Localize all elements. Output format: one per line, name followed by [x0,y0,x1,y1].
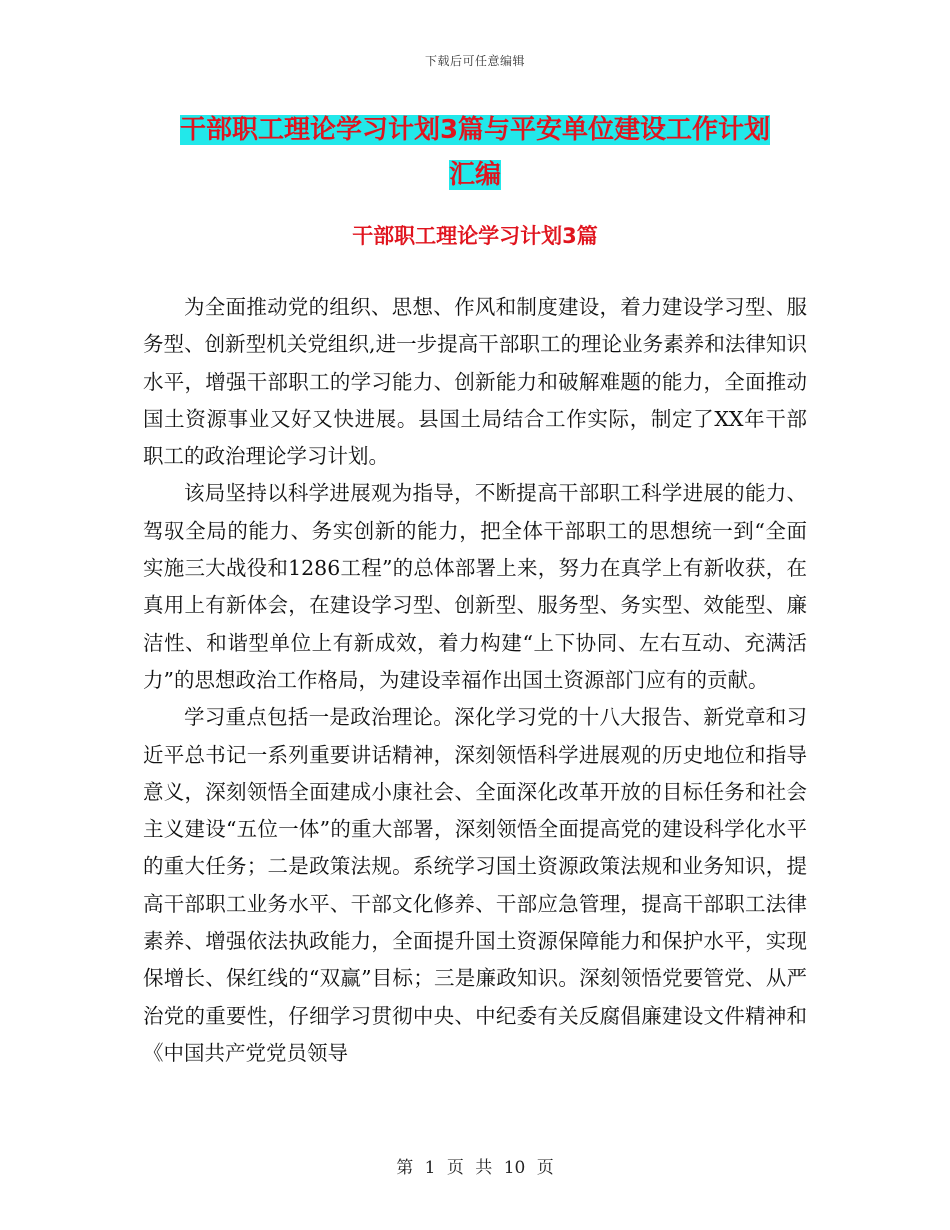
page-header-note: 下载后可任意编辑 [424,54,525,68]
body-paragraph-3: 学习重点包括一是政治理论。深化学习党的十八大报告、新党章和习近平总书记一系列重要讲话精神，深刻领悟科学进展观的历史地位和指导意义，深刻领悟全面建成小康社会、全面深化改革开放的目标任务和社会主义建设“五位一体”的重大部署，深刻领悟全面提高党的建设科学化水平的重大任务；二是政策法规。系统学习国土资源政策法规和业务知识，提高干部职工业务水平、干部文化修养、干部应急管理，提高干部职工法律素养、增强依法执政能力，全面提升国土资源保障能力和保护水平，实现保增长、保红线的“双赢”目标；三是廉政知识。深刻领悟党要管党、从严治党的重要性，仔细学习贯彻中央、中纪委有关反腐倡廉建设文件精神和《中国共产党党员领导 [143,705,807,1065]
document-title [140,108,810,198]
document-title-line-1: 干部职工理论学习计划3篇与平安单位建设工作计划 [179,115,771,145]
document-body [143,289,807,1072]
body-paragraph-2: 该局坚持以科学进展观为指导，不断提高干部职工科学进展的能力、驾驭全局的能力、务实创新的能力，把全体干部职工的思想统一到“全面实施三大战役和1286工程”的总体部署上来，努力在真学上有新收获，在真用上有新体会，在建设学习型、创新型、服务型、务实型、效能型、廉洁性、和谐型单位上有新成效，着力构建“上下协同、左右互动、充满活力”的思想政治工作格局，为建设幸福作出国土资源部门应有的贡献。 [143,481,807,692]
page-number: 第 1 页 共 10 页 [396,1158,554,1178]
body-paragraph-1: 为全面推动党的组织、思想、作风和制度建设，着力建设学习型、服务型、创新型机关党组织,进一步提高干部职工的理论业务素养和法律知识水平，增强干部职工的学习能力、创新能力和破解难题的能力，全面推动国土资源事业又好又快进展。县国土局结合工作实际，制定了XX年干部职工的政治理论学习计划。 [143,295,807,469]
document-title-line-2: 汇编 [448,160,501,190]
section-title: 干部职工理论学习计划3篇 [352,224,598,248]
